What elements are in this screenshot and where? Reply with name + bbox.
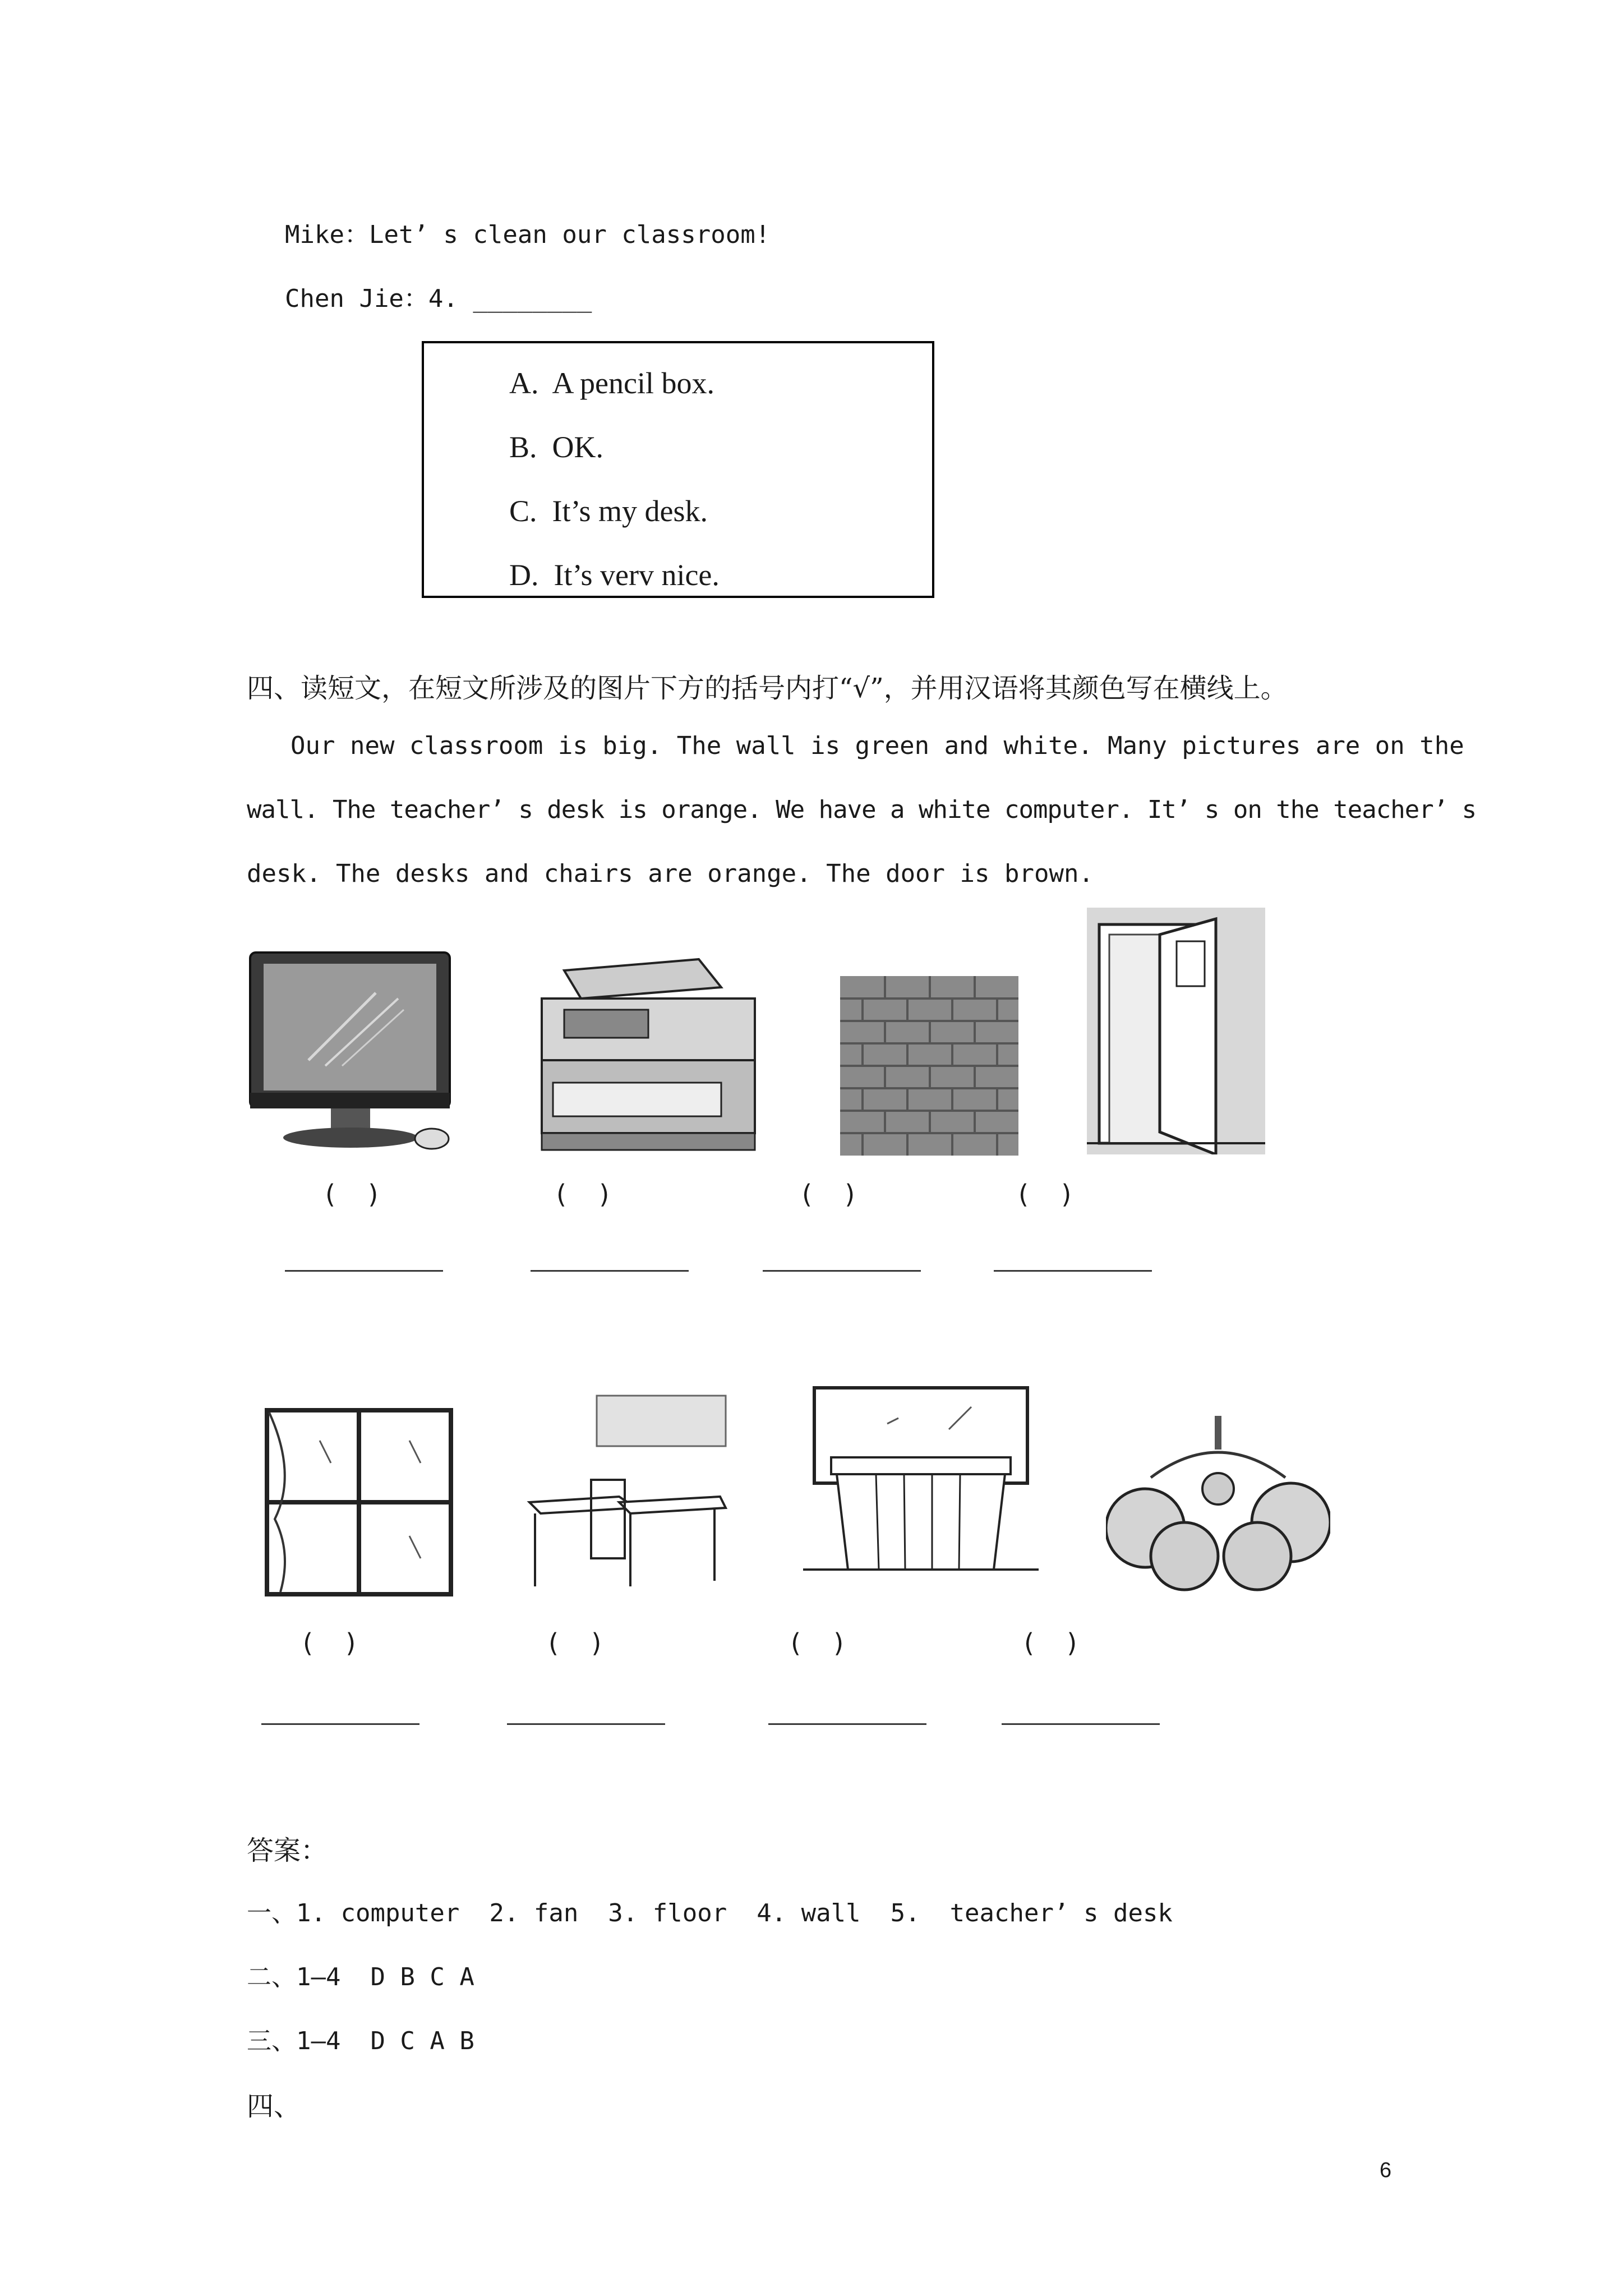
paren-4[interactable]: ( )	[1018, 1179, 1072, 1209]
teacher-desk-icon	[803, 1384, 1039, 1586]
paren-7[interactable]: ( )	[791, 1628, 844, 1658]
color-blank-5[interactable]	[261, 1723, 419, 1725]
lamp-icon	[1106, 1416, 1330, 1595]
color-blank-1[interactable]	[285, 1270, 443, 1272]
page-number: 6	[1380, 2159, 1392, 2182]
door-icon	[1087, 908, 1265, 1154]
color-blank-2[interactable]	[531, 1270, 689, 1272]
color-blank-8[interactable]	[1002, 1723, 1160, 1725]
copier-icon	[531, 954, 766, 1156]
color-blank-3[interactable]	[763, 1270, 921, 1272]
options-box	[422, 341, 934, 598]
answer-line-1: 一、1. computer 2. fan 3. floor 4. wall 5. teacher’ s desk	[247, 1899, 1173, 1927]
answer-line-2: 二、1—4 D B C A	[247, 1963, 474, 1991]
option-b: B. OK.	[509, 430, 604, 464]
color-blank-4[interactable]	[994, 1270, 1152, 1272]
desks-chairs-icon	[524, 1390, 731, 1598]
answer-line-4: 四、	[247, 2091, 301, 2122]
window-icon	[264, 1407, 454, 1598]
passage-line-2: wall. The teacher’ s desk is orange. We have a white computer. It’ s on the teacher’ s	[247, 795, 1477, 824]
monitor-icon	[247, 948, 460, 1156]
option-d: D. It’s verv nice.	[509, 558, 720, 592]
passage-line-1: Our new classroom is big. The wall is green and white. Many pictures are on the	[291, 731, 1464, 760]
option-c: C. It’s my desk.	[509, 494, 708, 528]
color-blank-6[interactable]	[507, 1723, 665, 1725]
paren-5[interactable]: ( )	[303, 1628, 356, 1658]
passage-line-3: desk. The desks and chairs are orange. The door is brown.	[247, 859, 1094, 888]
option-a: A. A pencil box.	[509, 366, 714, 400]
answer-line-3: 三、1—4 D C A B	[247, 2027, 474, 2055]
dialog-mike: Mike：Let’ s clean our classroom!	[285, 220, 771, 249]
paren-8[interactable]: ( )	[1024, 1628, 1077, 1658]
paren-6[interactable]: ( )	[548, 1628, 602, 1658]
section4-instruction: 四、读短文，在短文所涉及的图片下方的括号内打“√”，并用汉语将其颜色写在横线上。	[247, 673, 1288, 704]
paren-3[interactable]: ( )	[802, 1179, 855, 1209]
dialog-chen-jie: Chen Jie：4. ________	[285, 284, 592, 313]
paren-1[interactable]: ( )	[325, 1179, 379, 1209]
answers-title: 答案：	[247, 1835, 328, 1866]
color-blank-7[interactable]	[768, 1723, 926, 1725]
paren-2[interactable]: ( )	[556, 1179, 610, 1209]
brick-wall-icon	[840, 976, 1018, 1156]
